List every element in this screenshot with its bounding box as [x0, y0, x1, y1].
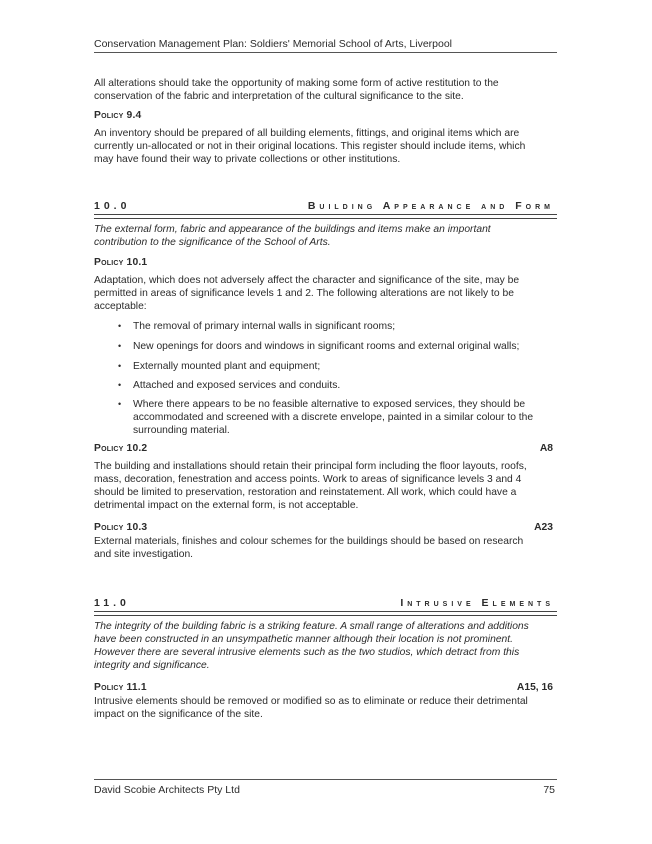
section-rule — [94, 611, 557, 616]
section-number: 11.0 — [94, 597, 130, 609]
policy-text: The building and installations should retain their principal form including the floor layouts, roofs, — [94, 461, 527, 472]
section-intro: contribution to the significance of the School of Arts. — [94, 237, 331, 248]
bullet-marker: • — [118, 399, 122, 409]
bullet-item: New openings for doors and windows in significant rooms and external original walls; — [133, 341, 520, 352]
policy-heading: Policy 10.1 — [94, 257, 148, 268]
policy-text: Intrusive elements should be removed or modified so as to eliminate or reduce their detrimental — [94, 696, 528, 707]
bullet-marker: • — [118, 361, 122, 371]
section-intro: The integrity of the building fabric is a striking feature. A small range of alterations and additions — [94, 621, 529, 632]
policy-text: detrimental impact on the external form, is not acceptable. — [94, 500, 359, 511]
policy-text: permitted in areas of significance levels 1 and 2. The following alterations are not likely to be — [94, 288, 514, 299]
policy-text: may have found their way to private collections or other institutions. — [94, 154, 401, 165]
policy-text: and site investigation. — [94, 549, 194, 560]
policy-text: impact on the significance of the site. — [94, 709, 263, 720]
bullet-item: surrounding material. — [133, 425, 230, 436]
policy-heading: Policy 10.3 — [94, 522, 148, 533]
intro-line: conservation of the fabric and interpretation of the cultural significance to the site. — [94, 91, 464, 102]
page-number: 75 — [543, 784, 555, 796]
intro-line: All alterations should take the opportunity of making some form of active restitution to the — [94, 78, 499, 89]
section-intro: integrity and significance. — [94, 660, 210, 671]
bullet-item: Where there appears to be no feasible alternative to exposed services, they should be — [133, 399, 526, 410]
section-title: Building Appearance and Form — [307, 200, 554, 212]
policy-reference: A23 — [534, 522, 553, 533]
policy-text: acceptable: — [94, 301, 147, 312]
section-intro: However there are several intrusive elements such as the two studios, which detract from this — [94, 647, 520, 658]
policy-heading: Policy 10.2 — [94, 443, 148, 454]
section-number: 10.0 — [94, 200, 131, 212]
bullet-marker: • — [118, 341, 122, 351]
policy-text: Adaptation, which does not adversely affect the character and significance of the site, may be — [94, 275, 520, 286]
policy-reference: A8 — [539, 443, 553, 454]
footer-rule — [94, 779, 557, 780]
header-rule — [94, 52, 557, 53]
section-rule — [94, 214, 557, 219]
policy-text: currently un-allocated or not in their original locations. This register should include items, which — [94, 141, 526, 152]
section-intro: have been constructed in an unsympathetic manner although their location is not prominent. — [94, 634, 513, 645]
policy-text: External materials, finishes and colour schemes for the buildings should be based on research — [94, 536, 524, 547]
policy-text: mass, decoration, fenestration and access points. Work to areas of significance levels 3 and 4 — [94, 474, 522, 485]
bullet-item: Externally mounted plant and equipment; — [133, 361, 321, 372]
policy-heading: Policy 11.1 — [94, 682, 147, 693]
policy-text: should be limited to preservation, restoration and reinstatement. All work, which could have a — [94, 487, 517, 498]
bullet-item: The removal of primary internal walls in significant rooms; — [133, 321, 396, 332]
bullet-item: Attached and exposed services and conduits. — [133, 380, 341, 391]
bullet-marker: • — [118, 380, 122, 390]
policy-heading: Policy 9.4 — [94, 110, 142, 121]
bullet-marker: • — [118, 321, 122, 331]
section-title: Intrusive Elements — [400, 597, 554, 609]
policy-reference: A15, 16 — [516, 682, 553, 693]
bullet-item: accommodated and screened with a discrete envelope, painted in a similar colour to the — [133, 412, 534, 423]
running-header: Conservation Management Plan: Soldiers' Memorial School of Arts, Liverpool — [94, 38, 453, 50]
section-intro: The external form, fabric and appearance of the buildings and items make an important — [94, 224, 491, 235]
footer-company: David Scobie Architects Pty Ltd — [94, 784, 240, 796]
policy-text: An inventory should be prepared of all building elements, fittings, and original items which are — [94, 128, 520, 139]
